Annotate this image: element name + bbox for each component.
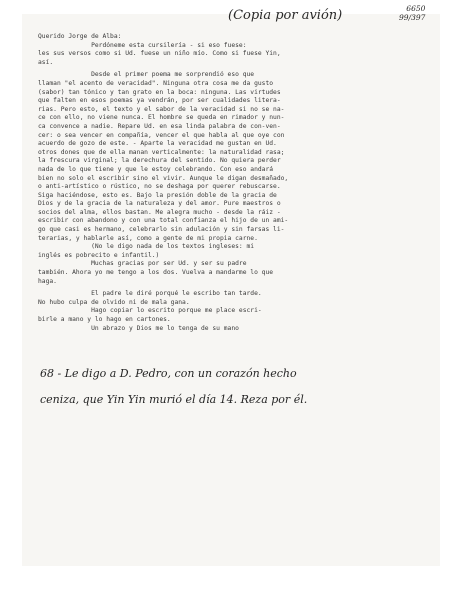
letter-line: la frescura virginal; la derechura del sentido. No quiera perder (38, 157, 281, 165)
copy-note: (Copia por avión) (228, 8, 343, 23)
letter-line: Querido Jorge de Alba: (38, 33, 122, 40)
letter-line: (sabor) tan tónico y tan grato en la boca: ninguna. Las virtudes (38, 88, 281, 96)
letter-line: go que casi es hermano, celebrarlo sin adulación y sin farsas li- (38, 226, 285, 234)
letter-line: llaman "el acento de veracidad". Ninguna otra cosa me da gusto (38, 79, 274, 87)
letter-line: Hago copiar lo escrito porque me place escri- (38, 307, 262, 315)
letter-line: rias. Pero esto, el texto y el sabor de la veracidad si no se na- (38, 105, 285, 113)
letter-line: ca convence a nadie. Repare Ud. en esa linda palabra de con-ven- (38, 122, 281, 130)
handwritten-note-line-1: 68 - Le digo a D. Pedro, con un corazón hecho (40, 367, 297, 380)
typed-letter-body (38, 33, 434, 333)
letter-line: les sus versos como si Ud. fuese un niño mío. Como si fuese Yin, (38, 50, 281, 58)
letter-line: birle a mano y lo hago en cartones. (38, 316, 171, 323)
handwritten-note-line-2: ceniza, que Yin Yin murió el día 14. Reza por él. (40, 393, 308, 406)
letter-line: así. (38, 58, 54, 66)
letter-line: acuerdo de gozo de este. - Aparte la veracidad me gustan en Ud. (38, 140, 277, 148)
archive-reference (399, 4, 425, 22)
archive-code: 99/397 (399, 13, 426, 22)
letter-line: terarias, y hablarle así, como a gente de mi propia carne. (38, 234, 258, 242)
letter-line: también. Ahora yo me tengo a los dos. Vuelva a mandarme lo que (38, 269, 274, 277)
letter-line: Desde el primer poema me sorprendió eso que (38, 71, 255, 79)
letter-line: Muchas gracias por ser Ud. y ser su padre (38, 260, 247, 268)
letter-line: No hubo culpa de olvido ni de mala gana. (38, 298, 190, 306)
letter-line: haga. (38, 277, 57, 285)
letter-line: Dios y de la gracia de la naturaleza y del amor. Pure maestros o (38, 200, 281, 208)
page-margin (22, 566, 440, 600)
letter-line: otros dones que de ella manan verticalmente: la naturalidad rasa; (38, 148, 285, 156)
archive-number: 6650 (406, 4, 426, 13)
letter-line: Siga haciéndose, esto es. Bajo la presión doble de la gracia de (38, 191, 277, 199)
letter-line: inglés es pobrecito e infantil.) (38, 251, 160, 259)
letter-line: que falten en esos poemas ya vendrán, por ser cualidades litera- (38, 97, 281, 105)
letter-line: ce con ello, no viene nunca. El hombre se queda en rimador y nun- (38, 114, 285, 122)
letter-line: (No le digo nada de los textos ingleses: mi (38, 243, 255, 251)
letter-line: Perdóneme esta cursilería - si eso fuese: (38, 41, 247, 49)
letter-line: El padre le diré porqué le escribo tan tarde. (38, 290, 262, 298)
letter-line: bien no solo el escribir sino el vivir. Aunque le digan desmañado, (38, 174, 289, 182)
letter-line: Un abrazo y Dios me lo tenga de su mano (38, 324, 239, 332)
letter-line: socios del alma, ellos bastan. Me alegra mucho - desde la ráiz - (38, 208, 281, 216)
letter-line: escribir con abandono y con una total confianza el hijo de un ami- (38, 217, 289, 225)
letter-line: o anti-artístico o rústico, no se deshaga por querer rebuscarse. (38, 183, 281, 191)
letter-line: cer: o sea vencer en compañía, vencer el que habla al que oye con (38, 131, 285, 139)
letter-line: nada de lo que tiene y que le estoy celebrando. Con eso andará (38, 165, 274, 173)
